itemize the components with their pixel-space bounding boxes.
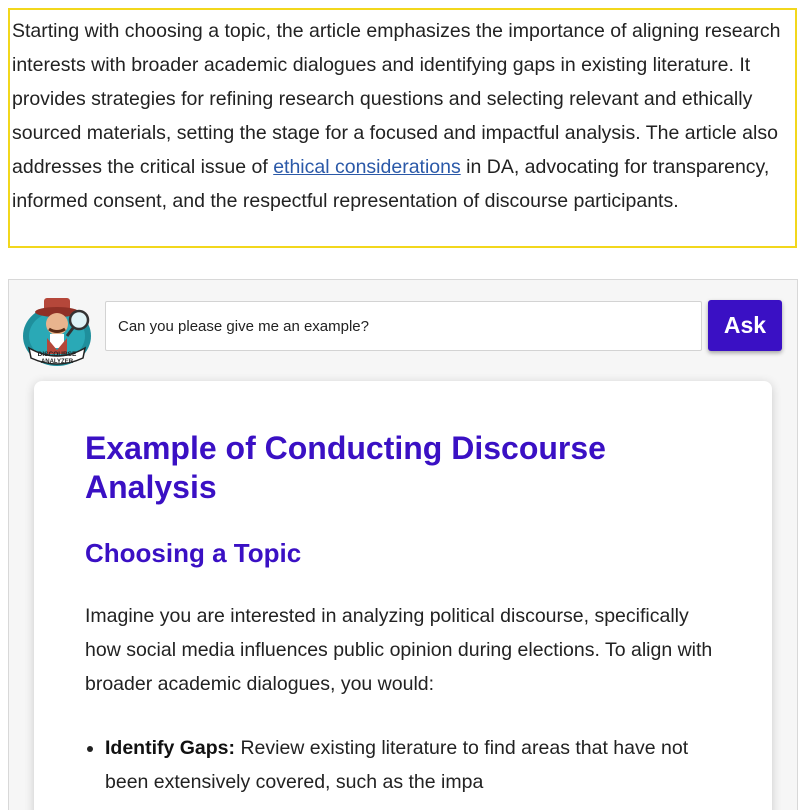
answer-card [34,381,772,810]
logo-text-line2: ANALYZER [40,359,74,365]
summary-text-before-link: Starting with choosing a topic, the article emphasizes the importance of aligning research interests with broader academic dialogues and identifying gaps in existing literature. It provides strategies for refining research questions and selecting relevant and ethically sourced materials, setting the stage for a focused and impactful analysis. The article also addresses the critical issue of [12,20,781,178]
discourse-analyzer-logo [19,288,95,368]
detective-mascot-icon [19,288,95,368]
list-item [105,731,722,799]
answer-paragraph: Imagine you are interested in analyzing political discourse, specifically how social media influences public opinion during elections. To align with broader academic dialogues, you would: [85,605,713,695]
ask-button[interactable]: Ask [708,300,782,351]
list-item-bold: Identify Gaps: [105,737,236,759]
ethical-considerations-link[interactable]: ethical considerations [273,156,461,178]
article-summary [8,8,797,248]
logo-text-line1: DISCOURSE [37,351,77,358]
answer-subtitle: Choosing a Topic [85,538,302,568]
list-item-text: Review existing literature to find areas that have not been extensively covered, such as the impa [105,737,689,793]
answer-title: Example of Conducting Discourse Analysis [85,430,606,505]
summary-text-after-link: in DA, advocating for transparency, informed consent, and the respectful representation of discourse participants. [12,156,770,212]
answer-list [85,731,722,799]
question-input[interactable] [105,301,702,351]
discourse-analyzer-widget [8,279,798,810]
